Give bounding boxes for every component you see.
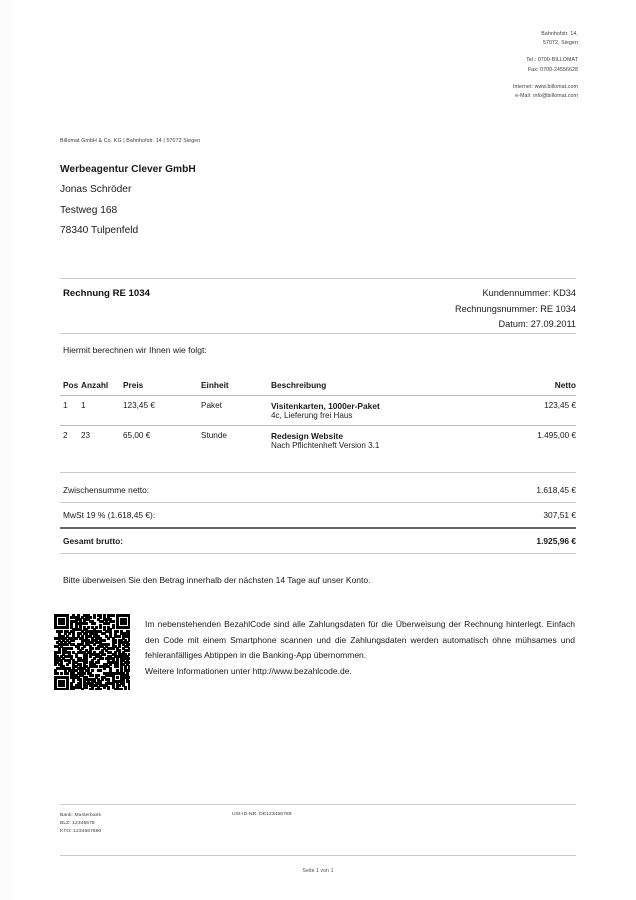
bezahlcode-paragraph: Im nebenstehenden BezahlCode sind alle Zahlungsdaten für die Überweisung der Rechnung hinterlegt. Einfach den Code mit einem Smartphone scannen und die Zahlungsdaten werden automatisch ohne mühsames und fehleranfälliges Abtippen in die Banking-App übernommen.: [145, 619, 575, 660]
bezahlcode-more-info: Weitere Informationen unter http://www.bezahlcode.de.: [145, 665, 352, 676]
recipient-address-block: [60, 160, 380, 242]
table-bottom-rule: [60, 472, 576, 473]
recipient-city: 78340 Tulpenfeld: [60, 225, 139, 237]
cell-preis: 65,00 €: [123, 426, 201, 442]
cell-anzahl: 1: [81, 396, 123, 412]
invoice-date: Datum: 27.09.2011: [498, 319, 576, 330]
sender-contact-block: [348, 30, 578, 101]
sender-address-group: [348, 30, 578, 48]
cell-anzahl-spacer: [81, 411, 123, 426]
totals-block: [60, 478, 576, 554]
table-header-row: [60, 380, 576, 396]
grand-total-label: Gesamt brutto:: [63, 535, 124, 546]
column-header-preis: Preis: [123, 380, 144, 390]
column-header-einheit: Einheit: [201, 380, 229, 390]
recipient-street: Testweg 168: [60, 204, 118, 216]
cell-beschreibung-sub: Nach Pflichtenheft Version 3.1: [271, 441, 380, 450]
column-header-anzahl: Anzahl: [81, 380, 109, 390]
cell-beschreibung-sub: 4c, Lieferung frei Haus: [271, 411, 353, 420]
sender-fax: Fax: 0700-24556628: [527, 66, 578, 73]
cell-preis-spacer: [123, 441, 201, 455]
footer-bank-kto: KTO: 1234567890: [60, 829, 102, 835]
cell-preis: 123,45 €: [123, 396, 201, 412]
recipient-name: Jonas Schröder: [60, 184, 132, 196]
subtotal-value: 1.618,45 €: [536, 485, 576, 495]
cell-pos-spacer: [60, 411, 81, 426]
column-header-pos: Pos: [63, 380, 79, 390]
subtotal-row: [60, 478, 576, 502]
sender-city: 57072, Siegen: [542, 40, 578, 47]
cell-anzahl-spacer: [81, 441, 123, 455]
cell-beschreibung: Visitenkarten, 1000er-Paket: [271, 396, 496, 412]
tax-label: MwSt 19 % (1.618,45 €):: [63, 510, 156, 520]
footer-bank-blz: BLZ: 12345678: [60, 821, 95, 827]
cell-netto: 123,45 €: [496, 396, 576, 412]
payment-terms-note: Bitte überweisen Sie den Betrag innerhalb der nächsten 14 Tage auf unser Konto.: [63, 575, 371, 585]
cell-anzahl: 23: [81, 426, 123, 442]
cell-einheit-spacer: [201, 411, 271, 426]
column-header-beschreibung: Beschreibung: [271, 380, 327, 390]
tax-value: 307,51 €: [543, 510, 576, 520]
cell-pos-spacer: [60, 441, 81, 455]
subtotal-label: Zwischensumme netto:: [63, 485, 150, 495]
grand-total-row: [60, 529, 576, 553]
page-number: Seite 1 von 1: [302, 868, 334, 874]
footer-rule-bottom: [60, 855, 576, 856]
page-left-edge: [0, 0, 14, 900]
footer-bank-details: [60, 812, 101, 837]
customer-number: Kundennummer: KD34: [482, 288, 576, 298]
bezahlcode-description: [145, 617, 575, 679]
invoice-header-rule-top: [60, 278, 576, 279]
cell-netto-spacer: [496, 441, 576, 455]
line-items-table: [60, 380, 576, 455]
invoice-title: Rechnung RE 1034: [63, 288, 150, 299]
footer-rule-top: [60, 804, 576, 805]
column-header-netto: Netto: [554, 380, 576, 390]
sender-phone-group: [348, 56, 578, 74]
cell-einheit: Stunde: [201, 426, 271, 442]
recipient-company: Werbeagentur Clever GmbH: [60, 164, 196, 175]
cell-netto-spacer: [496, 411, 576, 426]
table-row: [60, 426, 576, 442]
grand-total-value: 1.925,96 €: [536, 535, 576, 546]
invoice-intro-text: Hiermit berechnen wir Ihnen wie folgt:: [63, 345, 207, 355]
tax-row: [60, 503, 576, 527]
totals-divider-3: [60, 553, 576, 554]
cell-pos: 2: [60, 426, 81, 442]
invoice-header-rule-bottom: [60, 333, 576, 334]
cell-beschreibung: Redesign Website: [271, 426, 496, 442]
invoice-meta-block: [276, 286, 576, 333]
cell-pos: 1: [60, 396, 81, 412]
table-row: [60, 396, 576, 412]
table-row-description: [60, 411, 576, 426]
footer-bank-name: Bank: Musterbank: [60, 813, 102, 818]
table-row-description: [60, 441, 576, 455]
cell-einheit-spacer: [201, 441, 271, 455]
sender-website: Internet: www.billomat.com: [512, 83, 578, 90]
bezahlcode-qr-code: [54, 614, 130, 690]
footer-vat-id: USt-ID-NR. DE123456789: [232, 812, 292, 817]
cell-netto: 1.495,00 €: [496, 426, 576, 442]
sender-street: Bahnhofstr. 14,: [541, 31, 578, 37]
cell-preis-spacer: [123, 411, 201, 426]
return-address-line: Billomat GmbH & Co. KG | Bahnhofstr. 14 | 57072 Siegen: [60, 138, 201, 144]
sender-phone: Tel.: 0700-BILLOMAT: [526, 57, 578, 64]
sender-web-group: [348, 83, 578, 101]
cell-einheit: Paket: [201, 396, 271, 412]
sender-email: e-Mail: info@billomat.com: [515, 93, 578, 100]
invoice-number: Rechnungsnummer: RE 1034: [454, 303, 576, 314]
